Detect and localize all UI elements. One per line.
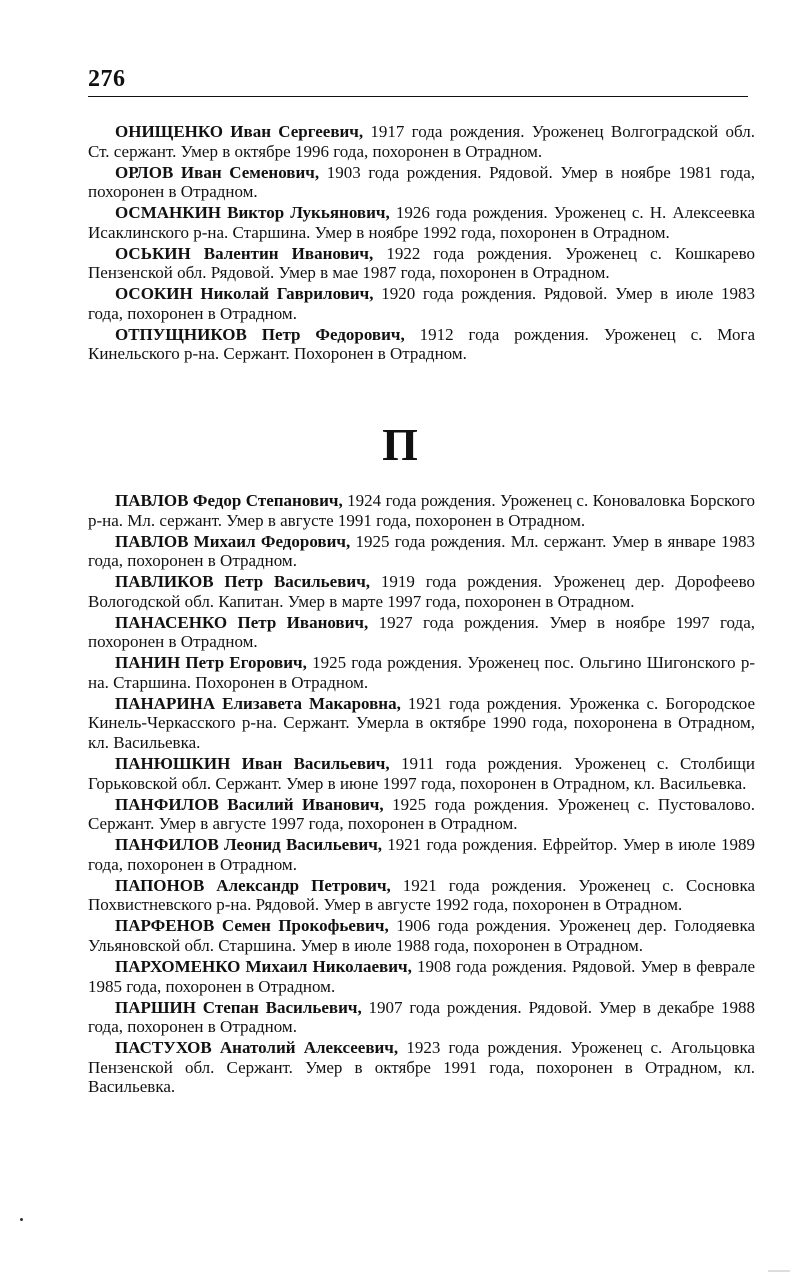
entry	[88, 203, 755, 242]
entry-name: ОСОКИН Николай Гаврилович,	[115, 284, 374, 304]
entry	[88, 572, 755, 611]
entry-name: ПАНАРИНА Елизавета Макаровна,	[115, 693, 401, 713]
entry	[88, 244, 755, 283]
entry	[88, 1038, 755, 1097]
entry	[88, 795, 755, 834]
entry	[88, 491, 755, 530]
entry	[88, 998, 755, 1037]
entry-name: ПАРШИН Степан Васильевич,	[115, 997, 362, 1017]
entry	[88, 694, 755, 753]
entry	[88, 325, 755, 364]
entry-text: 1917 года рождения. Уроженец Волгоградской обл. Ст. сержант. Умер в октябре 1996 года, похоронен в Отрадном.	[88, 122, 756, 161]
section-letter-heading: П	[382, 419, 418, 470]
entry-text: 1919 года рождения. Уроженец дер. Дорофеево Вологодской обл. Капитан. Умер в марте 1997 года, похоронен в Отрадном.	[88, 572, 755, 611]
entry-name: ПАВЛИКОВ Петр Васильевич,	[115, 572, 371, 592]
entry	[88, 163, 755, 202]
entry-name: ПАНЮШКИН Иван Васильевич,	[115, 754, 390, 774]
entry	[88, 653, 755, 692]
entry-name: ПАСТУХОВ Анатолий Алексеевич,	[115, 1038, 399, 1058]
entry-text: 1925 года рождения. Мл. сержант. Умер в январе 1983 года, похоронен в Отрадном.	[88, 531, 756, 571]
entry-text: 1925 года рождения. Уроженец с. Пустовалово. Сержант. Умер в августе 1997 года, похоронен в Отрадном.	[88, 794, 756, 834]
entry-text: 1920 года рождения. Рядовой. Умер в июле 1983 года, похоронен в Отрадном.	[88, 284, 755, 323]
header-rule	[88, 96, 748, 97]
entry-text: 1908 года рождения. Рядовой. Умер в феврале 1985 года, похоронен в Отрадном.	[88, 956, 756, 996]
entry-name: ПАВЛОВ Михаил Федорович,	[115, 531, 351, 551]
entry	[88, 532, 755, 571]
entry-text: 1926 года рождения. Уроженец с. Н. Алексеевка Исаклинского р-на. Старшина. Умер в ноябре 1992 года, похоронен в Отрадном.	[88, 203, 755, 242]
entry-text: 1921 года рождения. Уроженка с. Богородское Кинель-Черкасского р-на. Сержант. Умерла в октябре 1990 года, похоронена в Отрадном, кл. Васильевка.	[88, 693, 756, 753]
entry-name: ОРЛОВ Иван Семенович,	[115, 162, 320, 182]
entries-o-section	[88, 122, 755, 365]
entry	[88, 916, 755, 955]
page-number: 276	[88, 66, 126, 92]
entry-text: 1922 года рождения. Уроженец с. Кошкарево Пензенской обл. Рядовой. Умер в мае 1987 года, похоронен в Отрадном.	[88, 243, 756, 283]
entry-text: 1921 года рождения. Уроженец с. Сосновка Похвистневского р-на. Рядовой. Умер в августе 1992 года, похоронен в Отрадном.	[88, 875, 755, 915]
entry-text: 1923 года рождения. Уроженец с. Агольцовка Пензенской обл. Сержант. Умер в октябре 1991 года, похоронен в Отрадном, кл. Васильевка.	[88, 1038, 755, 1097]
entry-text: 1907 года рождения. Рядовой. Умер в декабре 1988 года, похоронен в Отрадном.	[88, 997, 755, 1037]
entry-name: ПАНИН Петр Егорович,	[115, 653, 307, 673]
scan-speck	[20, 1218, 23, 1221]
entry-text: 1924 года рождения. Уроженец с. Коноваловка Борского р-на. Мл. сержант. Умер в августе 1991 года, похоронен в Отрадном.	[88, 491, 756, 530]
entry	[88, 957, 755, 996]
entry-name: ПАНФИЛОВ Василий Иванович,	[115, 794, 384, 814]
entry	[88, 613, 755, 652]
entry-name: ОСМАНКИН Виктор Лукьянович,	[115, 203, 390, 223]
entry-name: ОТПУЩНИКОВ Петр Федорович,	[115, 324, 405, 344]
entry-text: 1912 года рождения. Уроженец с. Мога Кинельского р-на. Сержант. Похоронен в Отрадном.	[88, 324, 756, 364]
entry-name: ПАНФИЛОВ Леонид Васильевич,	[115, 835, 383, 855]
entry	[88, 284, 755, 323]
entry-name: ПАНАСЕНКО Петр Иванович,	[115, 612, 369, 632]
entry-name: ПАРХОМЕНКО Михаил Николаевич,	[115, 956, 412, 976]
entry-name: ОНИЩЕНКО Иван Сергеевич,	[115, 122, 364, 141]
entry-text: 1921 года рождения. Ефрейтор. Умер в июле 1989 года, похоронен в Отрадном.	[88, 835, 756, 874]
entries-p-section	[88, 491, 755, 1098]
entry-text: 1906 года рождения. Уроженец дер. Голодяевка Ульяновской обл. Старшина. Умер в июле 1988 года, похоронен в Отрадном.	[88, 916, 755, 955]
entry-text: 1911 года рождения. Уроженец с. Столбищи Горьковской обл. Сержант. Умер в июне 1997 года, похоронен в Отрадном, кл. Васильевка.	[88, 754, 755, 793]
entry-name: ПАПОНОВ Александр Петрович,	[115, 875, 391, 895]
entry	[88, 835, 755, 874]
entry	[88, 876, 755, 915]
entry-text: 1925 года рождения. Уроженец пос. Ольгино Шигонского р-на. Старшина. Похоронен в Отрадном.	[88, 653, 756, 692]
entry-text: 1927 года рождения. Умер в ноябре 1997 года, похоронен в Отрадном.	[88, 612, 755, 652]
entry-name: ПАРФЕНОВ Семен Прокофьевич,	[115, 916, 389, 936]
entry-name: ОСЬКИН Валентин Иванович,	[115, 243, 374, 263]
entry-text: 1903 года рождения. Рядовой. Умер в ноябре 1981 года, похоронен в Отрадном.	[88, 162, 756, 202]
scan-smudge	[768, 1270, 790, 1272]
entry-name: ПАВЛОВ Федор Степанович,	[115, 491, 343, 510]
entry	[88, 754, 755, 793]
entry	[88, 122, 755, 161]
